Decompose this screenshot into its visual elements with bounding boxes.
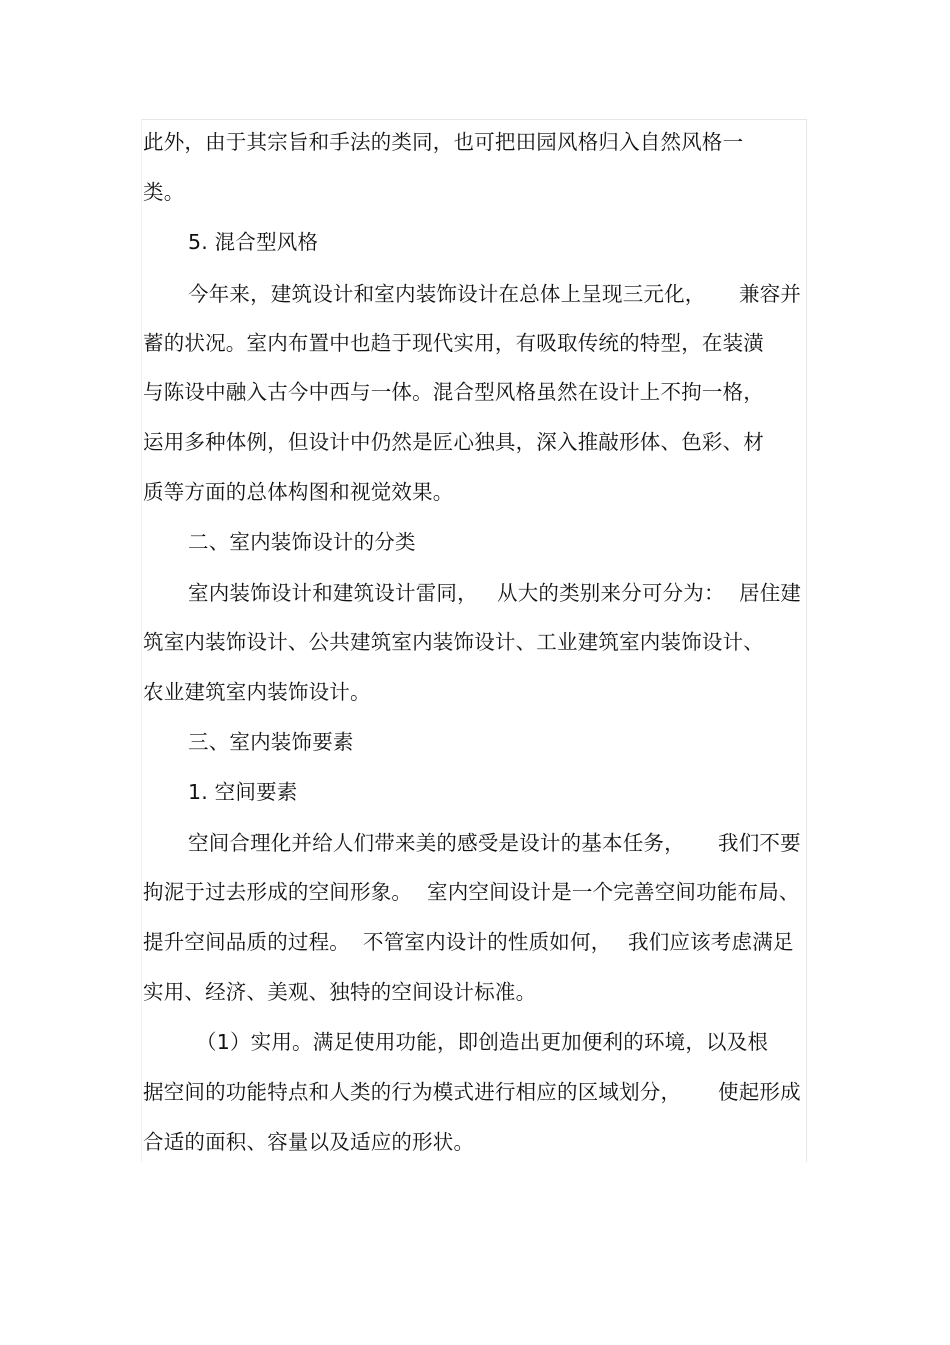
text-line: 运用多种体例，但设计中仍然是匠心独具，深入推敲形体、色彩、材 [143, 430, 764, 454]
text-line: 类。 [143, 180, 185, 204]
text-line: 蓄的状况。室内布置中也趋于现代实用，有吸取传统的特型，在装潢 [143, 331, 764, 355]
text-line: 筑室内装饰设计、公共建筑室内装饰设计、工业建筑室内装饰设计、 [143, 630, 764, 654]
section-heading: 1. 空间要素 [188, 780, 298, 804]
section-heading: 二、室内装饰设计的分类 [188, 530, 416, 554]
text-line: 据空间的功能特点和人类的行为模式进行相应的区域划分， [143, 1080, 682, 1104]
text-line: 居住建 [739, 581, 802, 605]
text-line: 拘泥于过去形成的空间形象。 [143, 880, 413, 904]
text-line: 农业建筑室内装饰设计。 [143, 680, 371, 704]
text-line: 我们不要 [718, 831, 801, 855]
section-heading: 5. 混合型风格 [188, 230, 319, 254]
text-line: （1）实用。满足使用功能，即创造出更加便利的环境，以及根 [196, 1030, 769, 1054]
text-line: 室内空间设计是一个完善空间功能布局、 [427, 880, 800, 904]
text-line: 提升空间品质的过程。 [143, 930, 350, 954]
text-line: 室内装饰设计和建筑设计雷同， [188, 581, 478, 605]
text-line: 从大的类别来分可分为： [497, 581, 725, 605]
section-heading: 三、室内装饰要素 [188, 730, 354, 754]
text-line: 质等方面的总体构图和视觉效果。 [143, 480, 454, 504]
text-line: 此外，由于其宗旨和手法的类同，也可把田园风格归入自然风格一 [143, 130, 744, 154]
text-line: 空间合理化并给人们带来美的感受是设计的基本任务， [188, 831, 685, 855]
text-line: 今年来，建筑设计和室内装饰设计在总体上呈现三元化， [188, 282, 706, 306]
text-line: 使起形成 [718, 1080, 801, 1104]
text-line: 我们应该考虑满足 [628, 930, 794, 954]
text-line: 不管室内设计的性质如何， [363, 930, 612, 954]
text-line: 实用、经济、美观、独特的空间设计标准。 [143, 980, 537, 1004]
text-line: 兼容并 [739, 282, 802, 306]
text-line: 与陈设中融入古今中西与一体。混合型风格虽然在设计上不拘一格， [143, 380, 764, 404]
text-line: 合适的面积、容量以及适应的形状。 [143, 1130, 475, 1154]
